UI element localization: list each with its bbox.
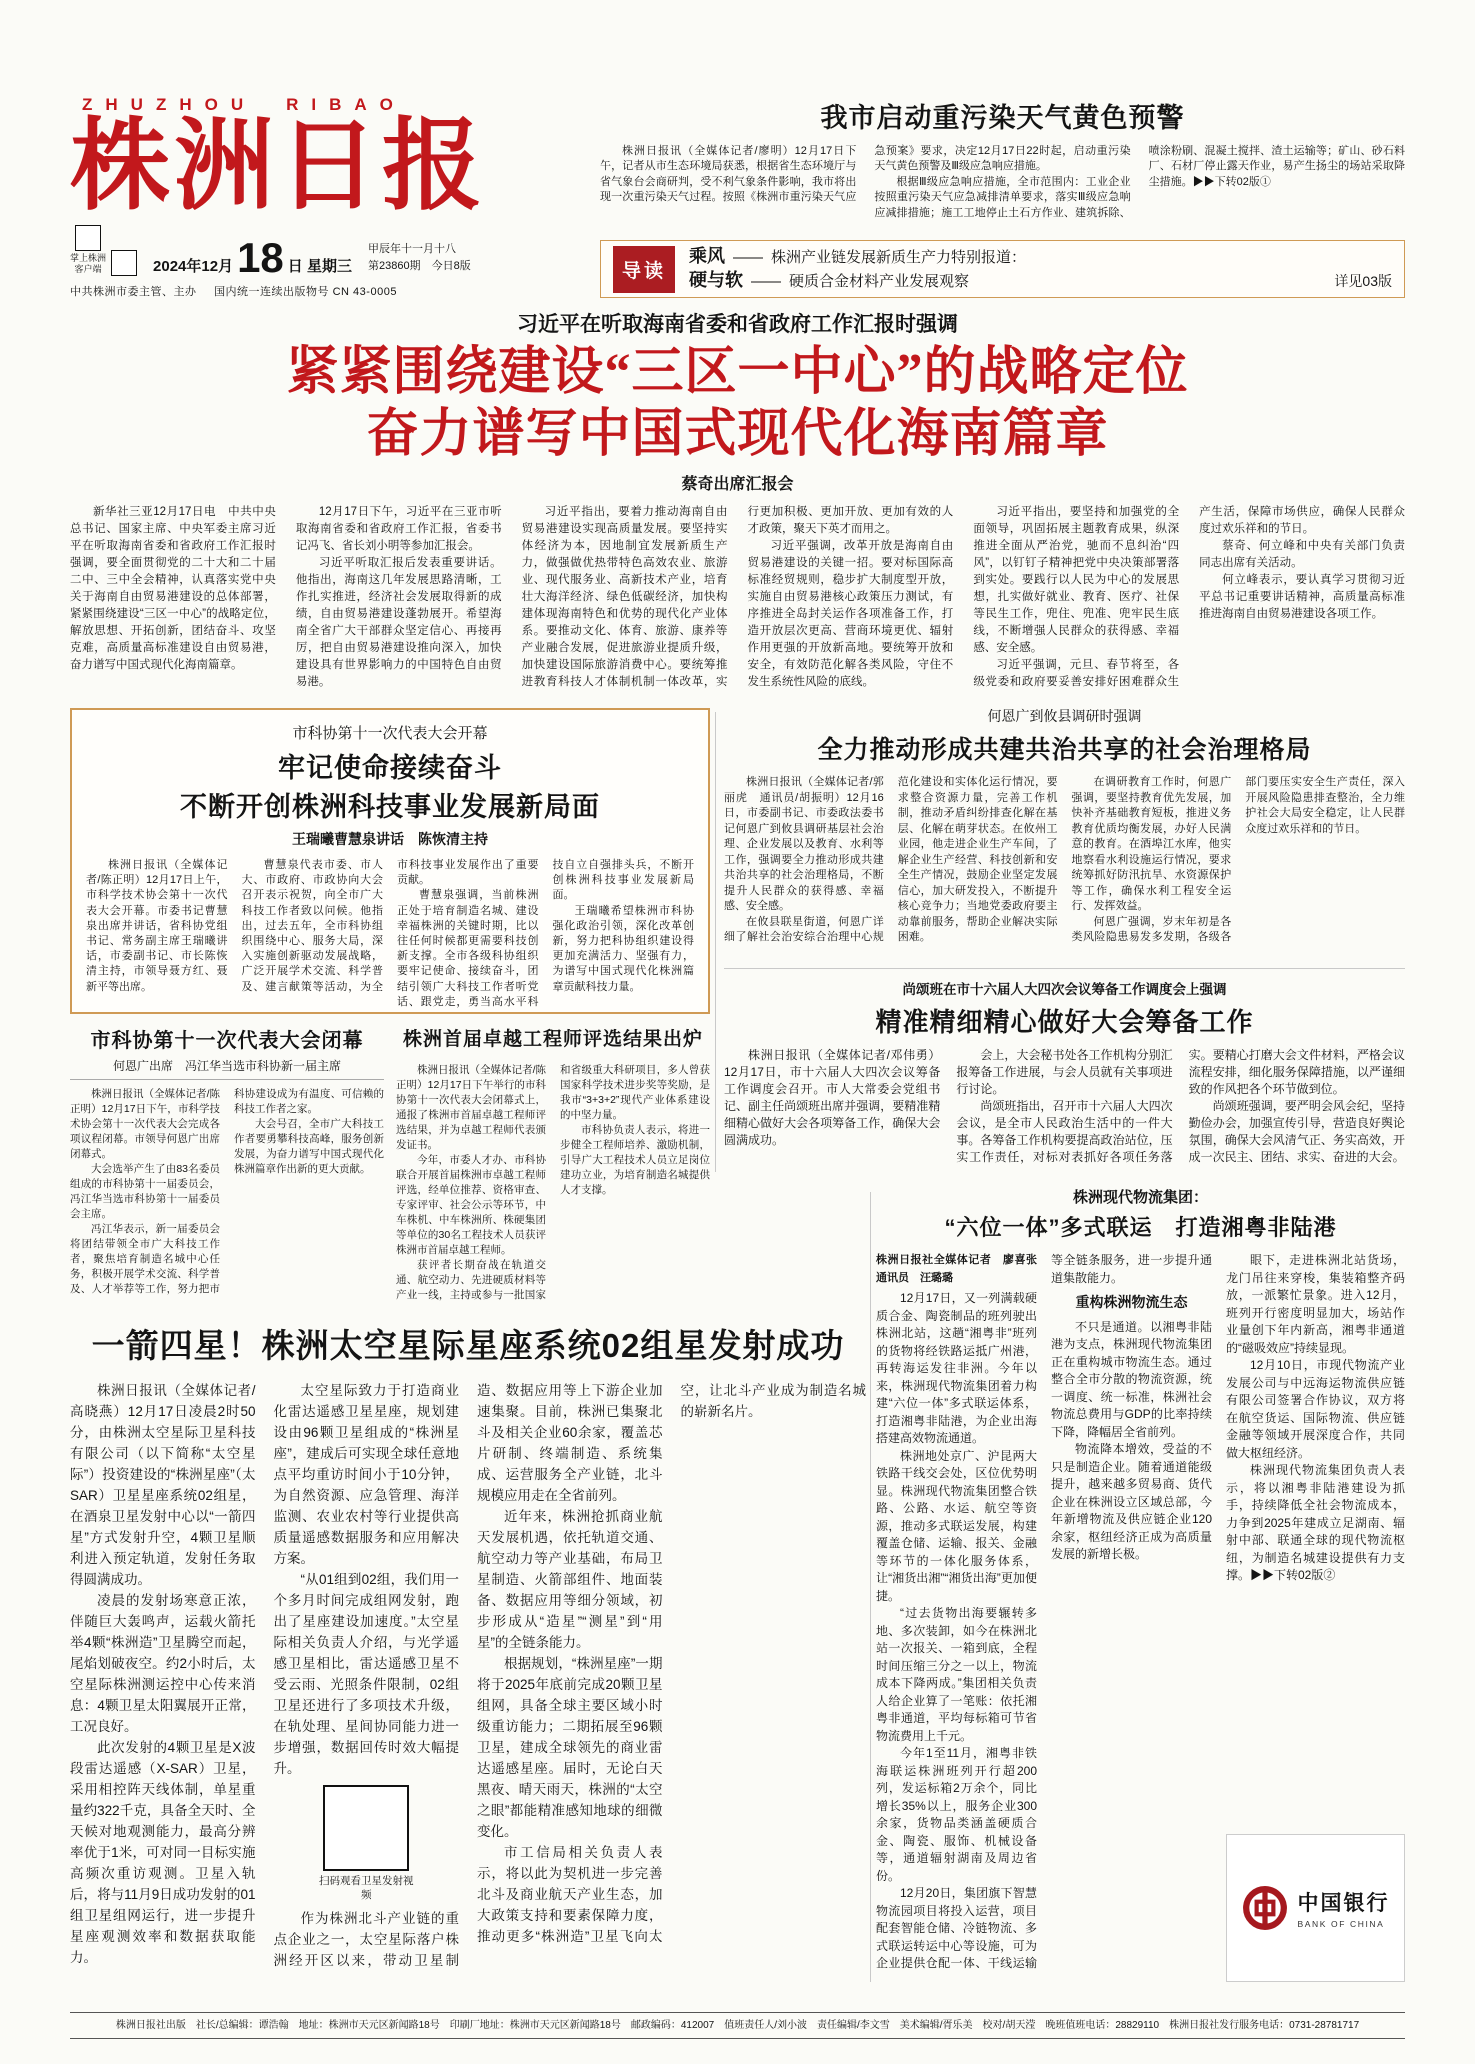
masthead-english-title: ZHUZHOU RIBAO: [82, 95, 406, 114]
kexie-congress-close-article: [70, 1024, 384, 1312]
lunar-date: 甲辰年十一月十八: [367, 243, 456, 256]
guide-item2-text: 硬质合金材料产业发展观察: [789, 273, 970, 290]
lead-body: 新华社三亚12月17日电 中共中央总书记、国家主席、中央军委主席习近平在听取海南省委和省政府工作汇报时强调，要全面贯彻党的二十大和二十届二中、三中全会精神，认真落实党中央关于海南自由贸易港建设的总体部署，紧紧围绕建设“三区一中心”的战略定位，解放思想、开拓创新，团结奋斗、攻坚克难，高质量高标准建设自由贸易港，奋力谱写中国式现代化海南篇章。 12月17日下午，习近平在三亚市听取海南省委和省政府工作汇报，省委书记冯飞、省长刘小明等参加汇报会。 习近平听取汇报后发表重要讲话。他指出，海南这几年发展思路清晰，工作扎实推进，经济社会发展取得新的成绩，自由贸易港建设蓬勃展开。希望海南全省广大干部群众坚定信心、再接再厉，把自由贸易港建设推向深入，加快建设具有世界影响力的中国特色自由贸易港。 习近平指出，要着力推动海南自由贸易港建设实现高质量发展。要坚持实体经济为本，因地制宜发展新质生产力，做强做优热带特色高效农业、旅游业、现代服务业、高新技术产业，培育壮大海洋经济、绿色低碳经济，加快构建体现海南特色和优势的现代化产业体系。要推动文化、体育、旅游、康养等产业融合发展，促进旅游业提质升级，加快建设国际旅游消费中心。要统筹推进教育科技人才体制机制一体改革，实行更加积极、更加开放、更加有效的人才政策，聚天下英才而用之。 习近平强调，改革开放是海南自由贸易港建设的关键一招。要对标国际高标准经贸规则，稳步扩大制度型开放，实施自由贸易港核心政策压力测试，有序推进全岛封关运作各项准备工作，打造开放层次更高、营商环境更优、辐射作用更强的开放新高地。要统筹开放和安全，有效防范化解各类风险，守住不发生系统性风险的底线。 习近平指出，要坚持和加强党的全面领导，巩固拓展主题教育成果，纵深推进全面从严治党，驰而不息纠治“四风”，以钉钉子精神把党中央决策部署落到实处。要践行以人民为中心的发展思想，扎实做好就业、教育、医疗、社保等民生工作，兜住、兜准、兜牢民生底线，不断增强人民群众的获得感、幸福感、安全感。 习近平强调，元旦、春节将至，各级党委和政府要妥善安排好困难群众生产生活，保障市场供应，确保人民群众度过欢乐祥和的节日。 蔡奇、何立峰和中央有关部门负责同志出席有关活动。 何立峰表示，要认真学习贯彻习近平总书记重要讲话精神，高质量高标准推进海南自由贸易港建设各项工作。: [70, 505, 1405, 688]
jingzhun-headline: 精准精细精心做好大会筹备工作: [875, 1007, 1254, 1037]
masthead-meta-row: [70, 225, 575, 282]
masthead: [70, 90, 575, 304]
lead-kicker: 习近平在听取海南省委和省政府工作汇报时强调: [517, 313, 958, 336]
engineer-body: 株洲日报讯（全媒体记者/陈正明）12月17日下午举行的市科协第十一次代表大会闭幕式上，通报了株洲市首届卓越工程师评选结果，并为卓越工程师代表颁发证书。 今年，市委人才办、市科协联合开展首届株洲市卓越工程师评选，经单位推荐、资格审查、专家评审、社会公示等环节，中车株机、中车株洲所、株硬集团等单位的30名工程技术人员获评株洲市首届卓越工程师。 获评者长期奋战在轨道交通、航空动力、先进硬质材料等产业一线，主持或参与一批国家和省级重大科研项目，多人曾获国家科学技术进步奖等奖励，是我市“3+3+2”现代产业体系建设的中坚力量。 市科协负责人表示，将进一步健全工程师培养、激励机制，引导广大工程技术人员立足岗位建功立业，为培育制造名城提供人才支撑。: [396, 1064, 710, 1301]
kexie-open-deck: 王瑞曦曹慧泉讲话 陈恢清主持: [292, 831, 488, 847]
heen-research-article: [724, 706, 1405, 960]
guide-item2-head: 硬与软: [689, 270, 744, 290]
rocket-qr-caption: 扫码观看卫星发射视频: [319, 1875, 414, 1901]
rocket-qr-code-icon: [323, 1785, 409, 1871]
column-divider-middle: [715, 712, 716, 1172]
date-suffix: 日 星期三: [287, 257, 352, 275]
lead-deck: 蔡奇出席汇报会: [681, 475, 794, 493]
weather-alert-body: 株洲日报讯（全媒体记者/廖明）12月17日下午，记者从市生态环境局获悉，根据省生态环境厅与省气象台会商研判，受不利气象条件影响，我市将出现一次重污染天气过程。按照《株洲市重污染天气应急预案》要求，决定12月17日22时起，启动重污染天气黄色预警及Ⅲ级应急响应措施。 根据Ⅲ级应急响应措施，全市范围内：工业企业按照重污染天气应急减排清单要求，落实Ⅲ级应急响应减排措施；施工工地停止土石方作业、建筑拆除、喷涂粉刷、混凝土搅拌、渣土运输等；矿山、砂石料厂、石材厂停止露天作业，易产生扬尘的场站采取降尘措施。▶▶下转02版①: [600, 145, 1405, 219]
lead-headline-line2: 奋力谱写中国式现代化海南篇章: [366, 406, 1109, 464]
rocket-headline: 一箭四星！株洲太空星际星座系统02组星发射成功: [91, 1327, 845, 1364]
logistics-body-a2: 不只是通道。以湘粤非陆港为支点，株洲现代物流集团正在重构城市物流生态。通过整合全市分散的物流资源，统一调度、统一标准，株洲社会物流总费用与GDP的比率持续下降，降幅居全省前列。 物流降本增效，受益的不只是制造企业。随着通道能级提升，越来越多贸易商、货代企业在株洲设立区域总部，今年新增物流及供应链企业120余家，枢纽经济正成为高质量发展的新增长极。: [1051, 1319, 1212, 1561]
reading-guide: [600, 240, 1405, 298]
logistics-kicker: 株洲现代物流集团：: [1072, 1189, 1208, 1206]
guide-label: 导读: [613, 246, 675, 293]
heen-kicker: 何恩广到攸县调研时强调: [987, 708, 1142, 724]
app-promo: [70, 225, 137, 276]
logistics-headline: “六位一体”多式联运 打造湘粤非陆港: [944, 1215, 1337, 1240]
bank-of-china-logo-icon: [1242, 1885, 1288, 1931]
pages-today: 今日8版: [431, 260, 471, 273]
lead-headline-line1: 紧紧围绕建设“三区一中心”的战略定位: [286, 344, 1189, 401]
kexie-congress-open-article: [70, 708, 710, 1014]
logistics-subhead: 重构株洲物流生态: [1075, 1294, 1188, 1310]
date-prefix: 2024年12月: [153, 257, 234, 275]
jingzhun-body: 株洲日报讯（全媒体记者/邓伟勇）12月17日，市十六届人大四次会议筹备工作调度会召开。市人大常委会党组书记、副主任尚颂班出席并强调，要精准精细精心做好大会各项筹备工作，确保大会圆满成功。 会上，大会秘书处各工作机构分别汇报筹备工作进展，与会人员就有关事项进行讨论。 尚颂班指出，召开市十六届人大四次会议，是全市人民政治生活中的一件大事。各筹备工作机构要提高政治站位，压实工作责任，对标对表抓好各项任务落实。要精心打磨大会文件材料，严格会议流程安排，细化服务保障措施，以严谨细致的作风把各个环节做到位。 尚颂班强调，要严明会风会纪，坚持勤俭办会，加强宣传引导，营造良好舆论氛围，确保大会风清气正、务实高效，开成一次民主、团结、求实、奋进的大会。: [724, 1048, 1405, 1164]
publication-number: 国内统一连续出版物号 CN 43-0005: [214, 285, 397, 298]
logistics-body-row: [876, 1252, 1405, 1982]
masthead-organ: 中共株洲市委主管、主办: [70, 285, 197, 298]
rocket-video-qr: [314, 1785, 418, 1902]
logistics-article: [876, 1186, 1405, 1988]
guide-item1-dash: ——: [733, 249, 764, 266]
lead-article: [70, 308, 1405, 706]
bank-of-china-ad: [1226, 1834, 1405, 1982]
weather-alert-title: 我市启动重污染天气黄色预警: [820, 103, 1185, 133]
logistics-body-b: 眼下，走进株洲北站货场，龙门吊往来穿梭，集装箱整齐码放，一派繁忙景象。进入12月，班列开行密度明显加大，场站作业量创下年内新高，湘粤非通道的“磁吸效应”持续显现。 12月10日，市现代物流产业发展公司与中远海运物流供应链有限公司签署合作协议，双方将在航空货运、国际物流、供应链金融等领域开展深度合作，共同做大枢纽经济。 株洲现代物流集团负责人表示，将以湘粤非陆港建设为抓手，持续降低全社会物流成本，力争到2025年建成立足湖南、辐射中部、联通全球的现代物流枢纽，为制造名城建设提供有力支撑。▶▶下转02版②: [1226, 1253, 1405, 1582]
jingzhun-meeting-article: [724, 968, 1405, 1176]
guide-item2-dash: ——: [751, 273, 782, 290]
boc-name-en: BANK OF CHINA: [1297, 1919, 1385, 1929]
kexie-close-deck: 何恩广出席 冯江华当选市科协新一届主席: [70, 1057, 384, 1080]
heen-body: 株洲日报讯（全媒体记者/郭丽虎 通讯员/胡振明）12月16日，市委副书记、市委政法委书记何恩广到攸县调研基层社会治理、企业发展以及教育、水利等工作，强调要全力推动形成共建共治共享的社会治理格局，不断提升人民群众的获得感、幸福感、安全感。 在攸县联星街道，何恩广详细了解社会治安综合治理中心规范化建设和实体化运行情况，要求整合资源力量，完善工作机制，推动矛盾纠纷排查化解在基层、化解在萌芽状态。在攸州工业园，他走进企业生产车间，了解企业生产经营、科技创新和安全生产情况，鼓励企业坚定发展信心，加大研发投入，不断提升核心竞争力；当地党委政府要主动靠前服务，帮助企业解决实际困难。 在调研教育工作时，何恩广强调，要坚持教育优先发展，加快补齐基础教育短板，推进义务教育优质均衡发展，办好人民满意的教育。在酒埠江水库，他实地察看水利设施运行情况，要求统筹抓好防汛抗旱、水资源保护等工作，确保水利工程安全运行、发挥效益。 何恩广强调，岁末年初是各类风险隐患易发多发期，各级各部门要压实安全生产责任，深入开展风险隐患排查整治，全力维护社会大局安全稳定，让人民群众度过欢乐祥和的节日。: [724, 776, 1405, 943]
engineer-headline: 株洲首届卓越工程师评选结果出炉: [402, 1029, 703, 1050]
kexie-open-headline-line1: 牢记使命接续奋斗: [278, 753, 502, 783]
column-divider-bottom: [870, 1192, 871, 1982]
page-footer: 株洲日报社出版 社长/总编辑：谭浩翰 地址：株洲市天元区新闻路18号 印刷厂地址：株洲市天元区新闻路18号 邮政编码：412007 值班责任人/刘小波 责任编辑/李文雪 美术编辑/胥乐美 校对/胡天滢 晚班值班电话：28829110 株洲日报社发行服务电话：0731-28781717: [70, 2012, 1405, 2039]
app-label-line1: 掌上株洲: [70, 253, 107, 263]
rocket-body-part2: 作为株洲北斗产业链的重点企业之一，太空星际落户株洲经开区以来，带动卫星制造、数据应用等上下游企业加速集聚。目前，株洲已集聚北斗及相关企业60余家，覆盖芯片研制、终端制造、系统集成、运营服务全产业链，北斗规模应用走在全省前列。 近年来，株洲抢抓商业航天发展机遇，依托轨道交通、航空动力等产业基础，布局卫星制造、火箭部组件、地面装备、数据应用等细分领域，初步形成从“造星”“测星”到“用星”的全链条能力。 根据规划，“株洲星座”一期将于2025年底前完成20颗卫星组网，具备全球主要区域小时级重访能力；二期拓展至96颗卫星，建成全球领先的商业雷达遥感星座。届时，无论白天黑夜、晴天雨天，株洲的“太空之眼”都能精准感知地球的细微变化。 市工信局相关负责人表示，将以此为契机进一步完善北斗及商业航天产业生态，加大政策支持和要素保障力度，推动更多“株洲造”卫星飞向太空，让北斗产业成为制造名城的崭新名片。: [273, 1383, 866, 1969]
kexie-open-kicker: 市科协第十一次代表大会开幕: [292, 725, 488, 742]
jingzhun-kicker: 尚颂班在市十六届人大四次会议筹备工作调度会上强调: [902, 982, 1227, 997]
kexie-close-body: 株洲日报讯（全媒体记者/陈正明）12月17日下午，市科学技术协会第十一次代表大会完成各项议程闭幕。市领导何恩广出席闭幕式。 大会选举产生了由83名委员组成的市科协第十一届委员会，冯江华当选市科协第十一届委员会主席。 冯江华表示，新一届委员会将团结带领全市广大科技工作者，聚焦培育制造名城中心任务，积极开展学术交流、科学普及、人才举荐等工作，努力把市科协建设成为有温度、可信赖的科技工作者之家。 大会号召，全市广大科技工作者要勇攀科技高峰，服务创新发展，为奋力谱写中国式现代化株洲篇章作出新的更大贡献。: [70, 1088, 384, 1295]
engineer-award-article: [396, 1024, 710, 1312]
issue-number: 第23860期: [367, 260, 421, 273]
guide-item1-head: 乘风: [689, 246, 726, 266]
kexie-open-body: 株洲日报讯（全媒体记者/陈正明）12月17日上午，市科学技术协会第十一次代表大会开幕。市委书记曹慧泉出席并讲话，省科协党组书记、常务副主席王瑞曦讲话，市委副书记、市长陈恢清主持，市领导聂方红、聂新平等出席。 曹慧泉代表市委、市人大、市政府、市政协向大会召开表示祝贺，向全市广大科技工作者致以问候。他指出，过去五年，全市科协组织围绕中心、服务大局，深入实施创新驱动发展战略，广泛开展学术交流、科学普及、建言献策等活动，为全市科技事业发展作出了重要贡献。 曹慧泉强调，当前株洲正处于培育制造名城、建设幸福株洲的关键时期，比以往任何时候都更需要科技创新支撑。全市各级科协组织要牢记使命、接续奋斗，团结引领广大科技工作者听党话、跟党走，勇当高水平科技自立自强排头兵，不断开创株洲科技事业发展新局面。 王瑞曦希望株洲市科协强化政治引领，深化改革创新，努力把科协组织建设得更加充满活力、坚强有力，为谱写中国式现代化株洲篇章贡献科技力量。: [86, 859, 694, 1008]
heen-headline: 全力推动形成共建共治共享的社会治理格局: [817, 736, 1312, 764]
masthead-logo: 株洲日报: [70, 111, 486, 222]
rocket-launch-article: [70, 1320, 866, 1988]
boc-name-cn: 中国银行: [1297, 1891, 1390, 1915]
date-day: 18: [237, 234, 284, 282]
kexie-close-headline: 市科协第十一次代表大会闭幕: [90, 1030, 364, 1052]
rocket-body: [70, 1380, 866, 1986]
app-label-line2: 客户端: [74, 264, 102, 275]
guide-see-page: 详见03版: [1334, 273, 1392, 289]
weather-alert-article: [600, 96, 1405, 234]
logistics-body-a: 12月17日，又一列满载硬质合金、陶瓷制品的班列驶出株洲北站，这趟“湘粤非”班列的货物将经铁路运抵广州港，再转海运发往非洲。今年以来，株洲现代物流集团着力构建“六位一体”多式联运体系，打造湘粤非陆港，为企业出海搭建高效物流通道。 株洲地处京广、沪昆两大铁路干线交会处，区位优势明显。株洲现代物流集团整合铁路、公路、水运、航空等资源，推动多式联运发展，构建覆盖仓储、运输、报关、金融等环节的一体化服务体系，让“湘货出湘”“湘货出海”更加便捷。 “过去货物出海要辗转多地、多次装卸，如今在株洲北站一次报关、一箱到底，全程时间压缩三分之一以上，物流成本下降两成。”集团相关负责人给企业算了一笔账：依托湘粤非通道，平均每标箱可节省物流费用上千元。 今年1至11月，湘粤非铁海联运株洲班列开行超200列，发运标箱2万余个，同比增长35%以上，服务企业300余家，货物品类涵盖硬质合金、陶瓷、服饰、机械设备等，通道辐射湖南及周边省份。 12月20日，集团旗下智慧物流园项目将投入运营，项目配套智能仓储、冷链物流、多式联运转运中心等设施，可为企业提供仓配一体、干线运输等全链条服务，进一步提升通道集散能力。: [876, 1253, 1212, 1970]
date-block: [153, 234, 352, 282]
rocket-body-part1: 株洲日报讯（全媒体记者/高晓燕）12月17日凌晨2时50分，由株洲太空星际卫星科技有限公司（以下简称“太空星际”）投资建设的“株洲星座”（太SAR）卫星星座系统02组星，在酒泉卫星发射中心以“一箭四星”方式发射升空，4颗卫星顺利进入预定轨道，发射任务取得圆满成功。 凌晨的发射场寒意正浓，伴随巨大轰鸣声，运载火箭托举4颗“株洲造”卫星腾空而起，尾焰划破夜空。约2小时后，太空星际株洲测运控中心传来消息：4颗卫星太阳翼展开正常，工况良好。 此次发射的4颗卫星是X波段雷达遥感（X-SAR）卫星，采用相控阵天线体制，单星重量约322千克，具备全天时、全天候对地观测能力，最高分辨率优于1米，可对同一目标实施高频次重访观测。卫星入轨后，将与11月9日成功发射的01组卫星组网运行，进一步提升星座观测效率和数据获取能力。 太空星际致力于打造商业化雷达遥感卫星星座，规划建设由96颗卫星组成的“株洲星座”，建成后可实现全球任意地点平均重访时间小于10分钟，为自然资源、应急管理、海洋监测、农业农村等行业提供高质量遥感数据服务和应用解决方案。 “从01组到02组，我们用一个多月时间完成组网发射，跑出了星座建设加速度。”太空星际相关负责人介绍，与光学遥感卫星相比，雷达遥感卫星不受云雨、光照条件限制，02组卫星还进行了多项技术升级，在轨处理、星间协同能力进一步增强，数据回传时效大幅提升。: [70, 1383, 459, 1965]
logistics-byline: 株洲日报社全媒体记者 廖喜张 通讯员 汪璐璐: [876, 1254, 1048, 1284]
kexie-open-headline-line2: 不断开创株洲科技事业发展新局面: [180, 792, 600, 822]
subscribe-qr-code-icon: [111, 250, 137, 276]
app-qr-code-icon: [75, 225, 101, 251]
guide-item1-text: 株洲产业链发展新质生产力特别报道：: [771, 249, 1027, 266]
